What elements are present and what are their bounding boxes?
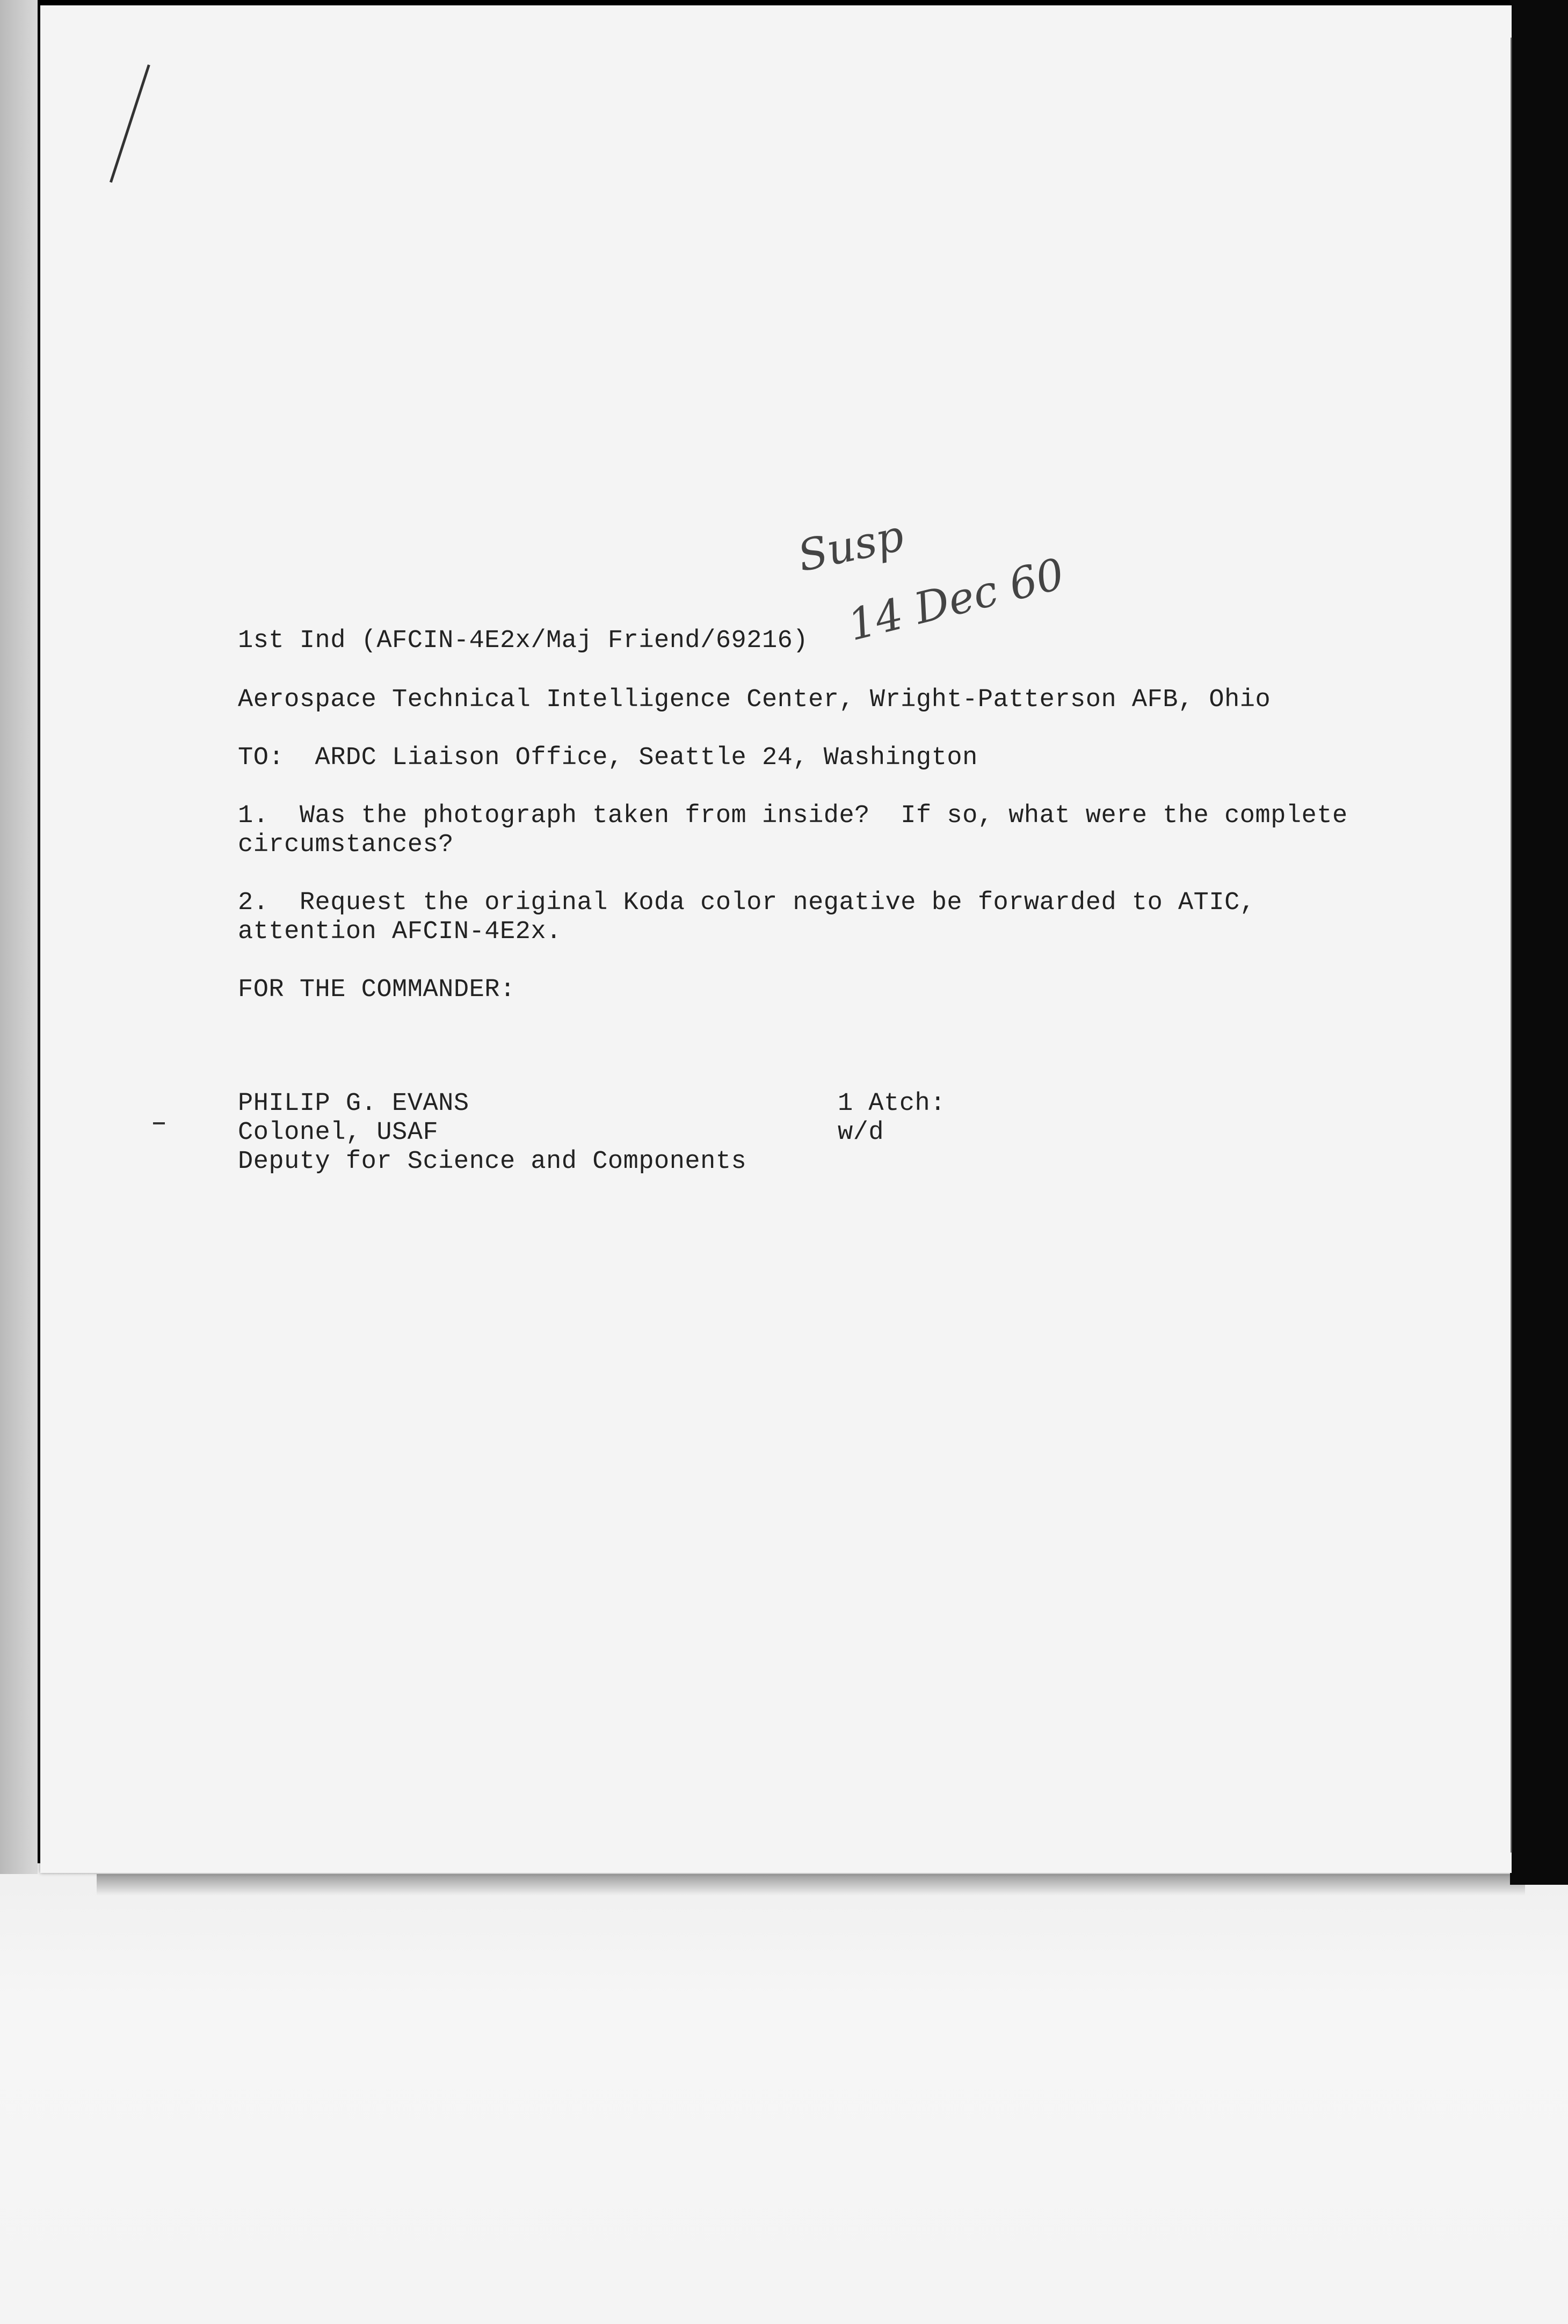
attachment-count: 1 Atch: [838, 1090, 946, 1118]
paragraph-1-line-1: 1. Was the photograph taken from inside? If so, what were the complete [238, 802, 1348, 830]
document-page [40, 5, 1512, 1873]
pen-mark [110, 64, 150, 183]
handwritten-note-line-2: 14 Dec 60 [843, 548, 1069, 651]
paragraph-2-line-2: attention AFCIN-4E2x. [238, 918, 562, 946]
indorsement-header: 1st Ind (AFCIN-4E2x/Maj Friend/69216) [238, 627, 809, 655]
paragraph-2-line-1: 2. Request the original Koda color negative be forwarded to ATIC, [238, 889, 1255, 917]
paragraph-1-line-2: circumstances? [238, 831, 454, 859]
for-the-commander: FOR THE COMMANDER: [238, 976, 516, 1004]
signature-name: PHILIP G. EVANS [238, 1090, 469, 1118]
page-fold-line [1511, 38, 1512, 1853]
signature-title: Deputy for Science and Components [238, 1148, 747, 1176]
signature-rank: Colonel, USAF [238, 1119, 439, 1147]
scan-shadow [97, 1874, 1525, 1895]
attachment-note: w/d [838, 1119, 884, 1147]
scan-right-strip [1510, 0, 1568, 1885]
from-line: Aerospace Technical Intelligence Center, Wright-Patterson AFB, Ohio [238, 686, 1271, 714]
dash-mark [153, 1122, 165, 1124]
scan-background-lower [0, 1863, 1568, 2324]
to-line: TO: ARDC Liaison Office, Seattle 24, Washington [238, 744, 978, 772]
scan-left-strip [0, 0, 38, 1874]
handwritten-note-line-1: Susp [793, 510, 909, 582]
